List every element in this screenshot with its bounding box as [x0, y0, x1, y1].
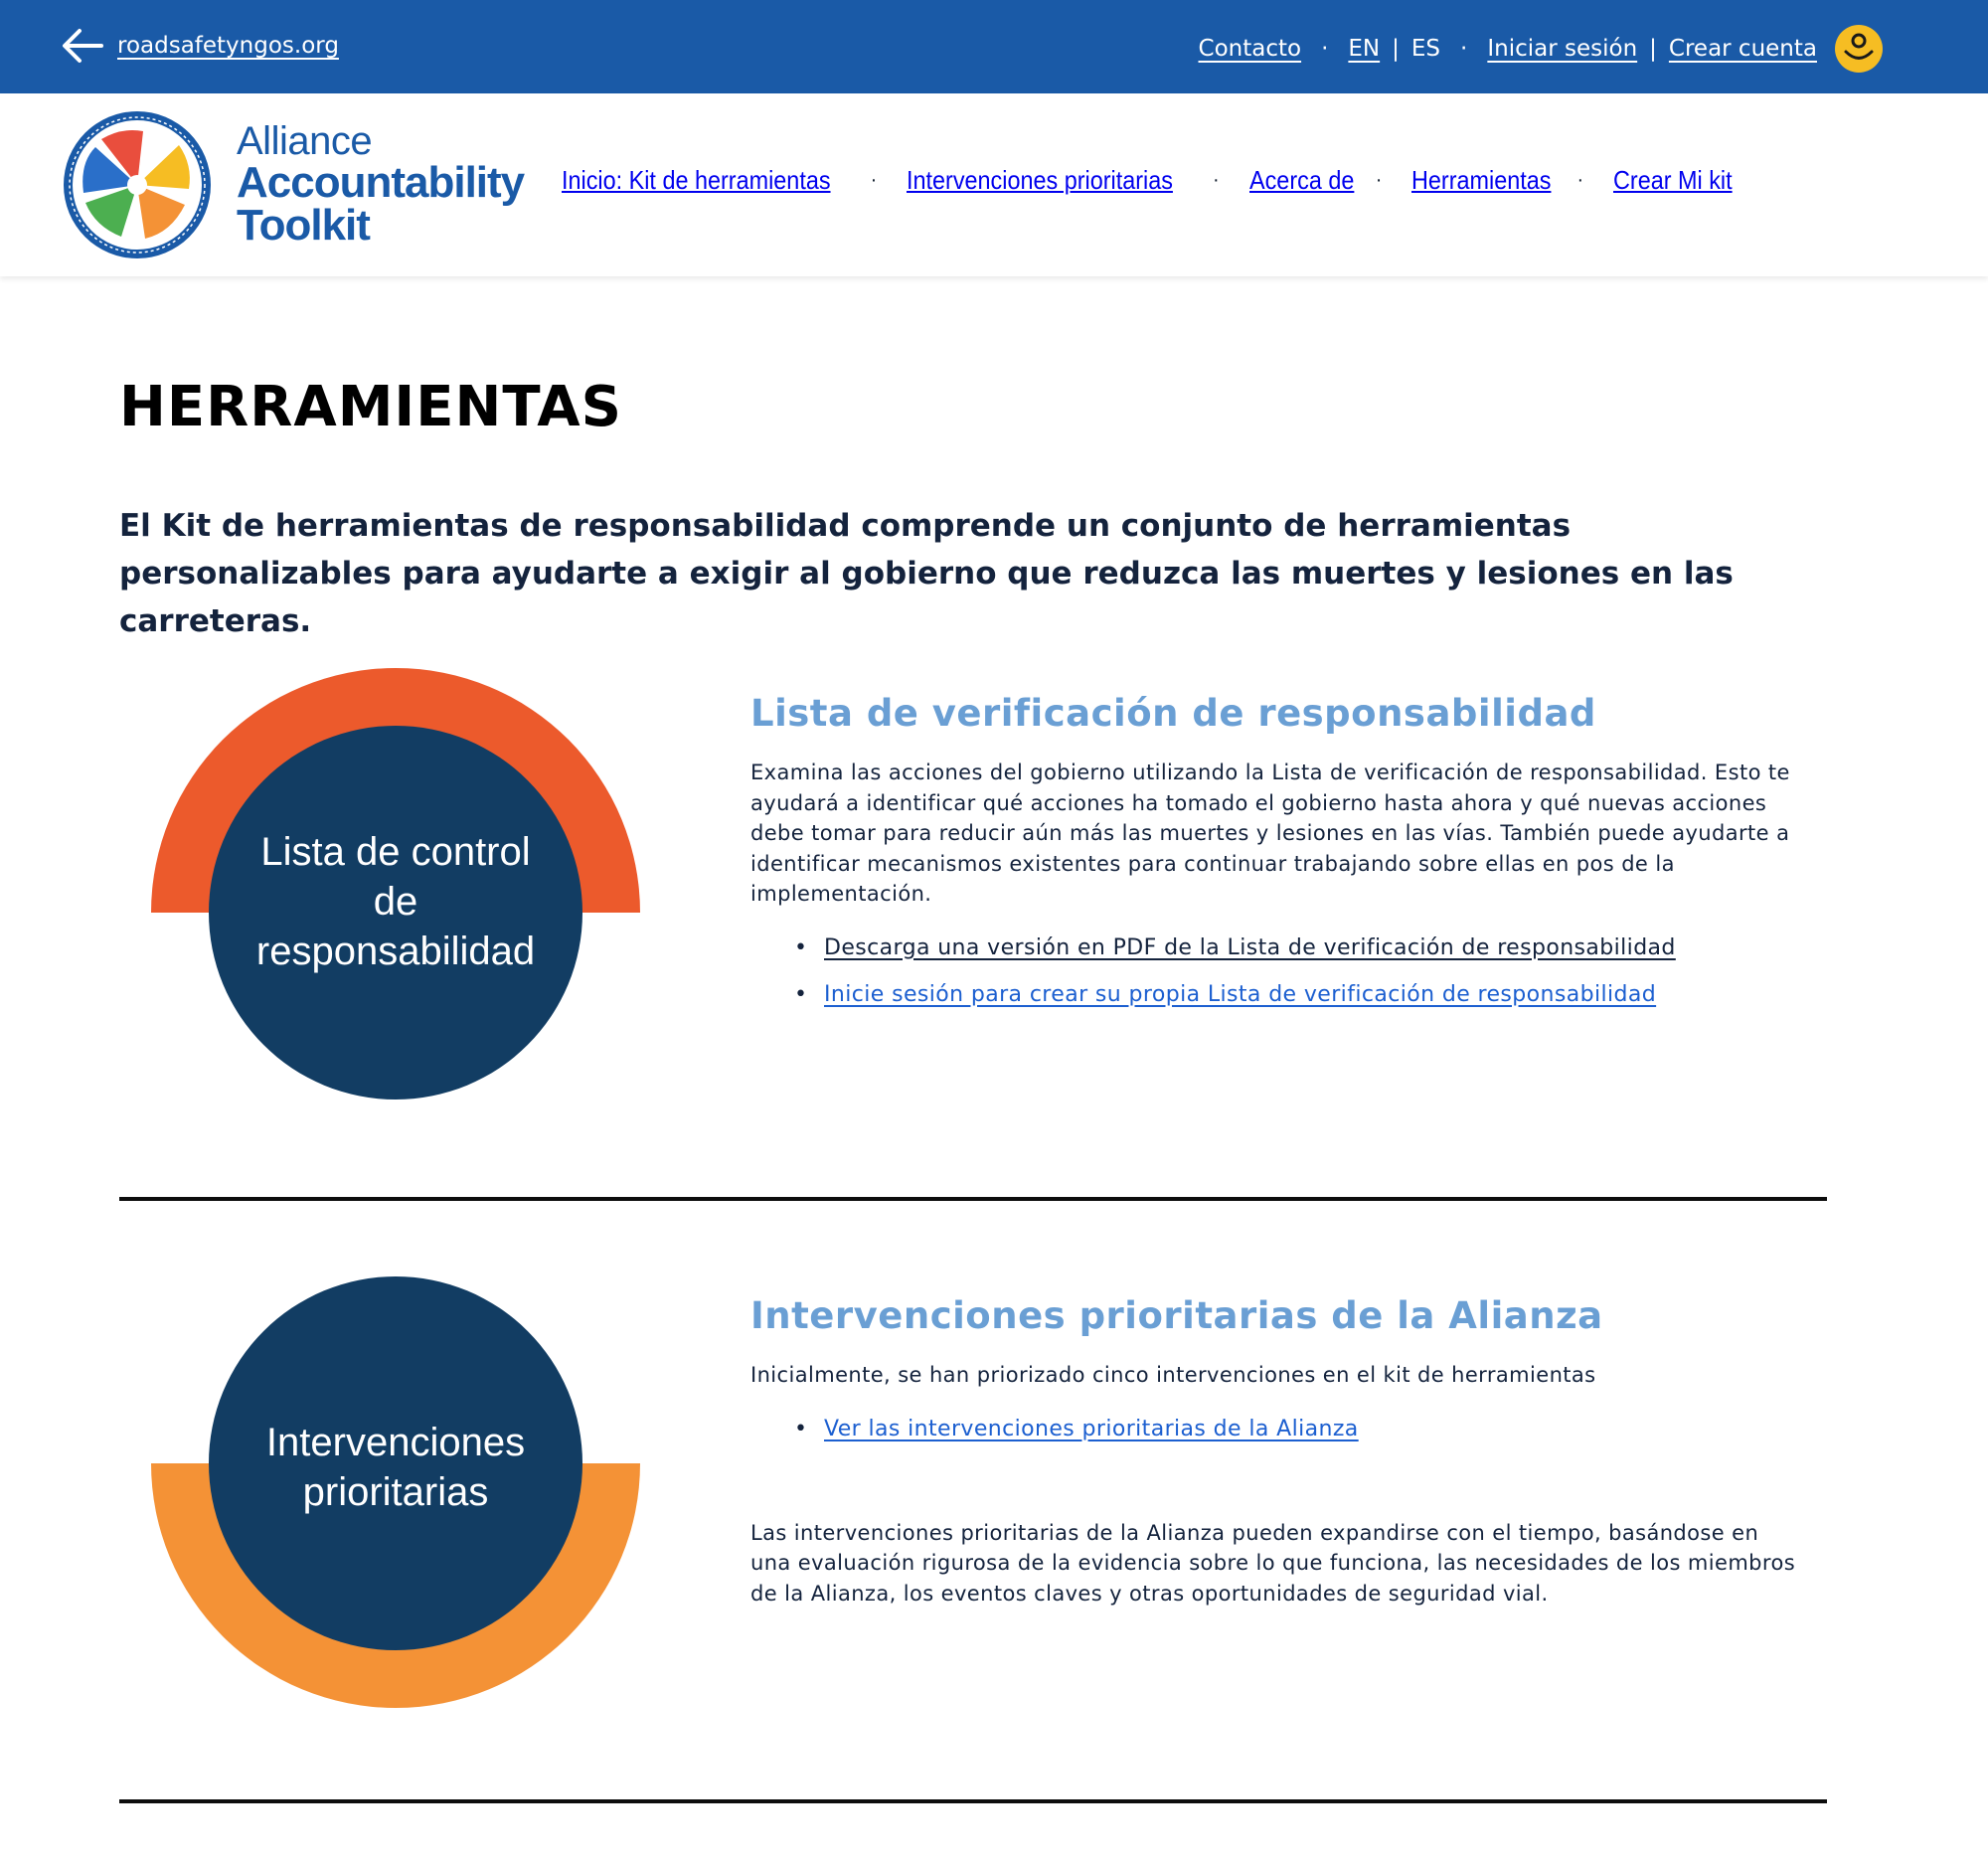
interventions-description: Inicialmente, se han priorizado cinco intervenciones en el kit de herramientas	[750, 1363, 1596, 1387]
arrow-left-icon	[62, 28, 103, 64]
checklist-circle-graphic	[149, 668, 642, 1105]
interventions-extra-description: Las intervenciones prioritarias de la Alianza pueden expandirse con el tiempo, basándose en una evaluación rigurosa de la evidencia sobre lo que funciona, las necesidades de los miembros de la Alianza, los eventos claves y otras oportunidades de seguridad vial.	[750, 1520, 1796, 1606]
brand-wordmark[interactable]	[237, 119, 525, 250]
list-item	[824, 1415, 1804, 1444]
account-separator: |	[1649, 36, 1657, 62]
section-divider	[119, 1197, 1827, 1201]
section-divider	[119, 1799, 1827, 1803]
login-link[interactable]: Iniciar sesión	[1487, 36, 1638, 62]
contact-link[interactable]: Contacto	[1198, 36, 1302, 62]
separator-dot: ·	[1321, 36, 1329, 62]
brand-line-3: Toolkit	[237, 201, 370, 250]
list-item	[824, 933, 1804, 963]
checklist-graphic-line-1: Lista de control	[260, 830, 531, 874]
separator-dot: ·	[1460, 36, 1468, 62]
language-separator: |	[1392, 36, 1400, 62]
list-item	[824, 980, 1804, 1010]
checklist-graphic-line-2: de	[373, 880, 418, 924]
interventions-graphic-line-1: Intervenciones	[265, 1421, 526, 1464]
interventions-heading: Intervenciones prioritarias de la Alianza	[750, 1294, 1603, 1337]
top-utility-bar	[0, 0, 1988, 93]
interventions-graphic-line-2: prioritarias	[302, 1470, 489, 1514]
priority-interventions-section	[750, 1294, 1804, 1609]
nav-item-tools[interactable]: Herramientas	[1411, 165, 1552, 195]
back-to-site-link[interactable]	[62, 28, 339, 64]
back-link-label: roadsafetyngos.org	[117, 33, 339, 59]
priority-interventions-circle-graphic	[149, 1270, 642, 1708]
page-intro: El Kit de herramientas de responsabilidad comprende un conjunto de herramientas personalizables para ayudarte a exigir al gobierno que reduzca las muertes y lesiones en las carreteras.	[119, 508, 1734, 639]
page-title: HERRAMIENTAS	[119, 375, 622, 439]
checklist-description: Examina las acciones del gobierno utilizando la Lista de verificación de responsabilidad. Esto te ayudará a identificar qué acciones ha tomado el gobierno hasta ahora y qué nuevas acciones debe tomar para reducir aún más las muertes y lesiones en las vías. También puede ayudarte a identificar mecanismos existentes para continuar trabajando sobre ellas en pos de la implementación.	[750, 761, 1790, 906]
checklist-links	[824, 933, 1804, 1010]
language-en-link[interactable]: EN	[1348, 36, 1381, 62]
interventions-links	[824, 1415, 1804, 1444]
checklist-section	[750, 692, 1804, 1027]
page-title-wrap	[119, 375, 1829, 439]
utility-links	[1199, 24, 1883, 74]
site-header	[0, 93, 1988, 276]
language-es-current: ES	[1410, 36, 1441, 62]
view-priority-interventions-link[interactable]: Ver las intervenciones prioritarias de la Alianza	[824, 1416, 1359, 1441]
nav-separator: ·	[1212, 169, 1220, 191]
alliance-hands-logo-icon[interactable]	[62, 109, 213, 260]
user-avatar-smiley-icon[interactable]	[1835, 25, 1883, 73]
brand-line-1: Alliance	[237, 119, 373, 163]
nav-item-create-kit[interactable]: Crear Mi kit	[1613, 165, 1733, 195]
nav-separator: ·	[1375, 169, 1383, 191]
nav-item-about[interactable]: Acerca de	[1248, 165, 1355, 195]
brand-line-2: Accountability	[237, 158, 525, 207]
create-account-link[interactable]: Crear cuenta	[1668, 36, 1817, 62]
nav-item-home[interactable]: Inicio: Kit de herramientas	[562, 165, 831, 195]
download-pdf-link[interactable]: Descarga una versión en PDF de la Lista de verificación de responsabilidad	[824, 934, 1676, 960]
login-create-checklist-link[interactable]: Inicie sesión para crear su propia Lista de verificación de responsabilidad	[824, 981, 1657, 1007]
checklist-heading: Lista de verificación de responsabilidad	[750, 692, 1596, 735]
checklist-graphic-line-3: responsabilidad	[255, 930, 536, 973]
nav-separator: ·	[870, 169, 878, 191]
nav-item-priority-interventions[interactable]: Intervenciones prioritarias	[907, 165, 1174, 195]
nav-separator: ·	[1576, 169, 1584, 191]
main-navigation	[562, 165, 1745, 196]
